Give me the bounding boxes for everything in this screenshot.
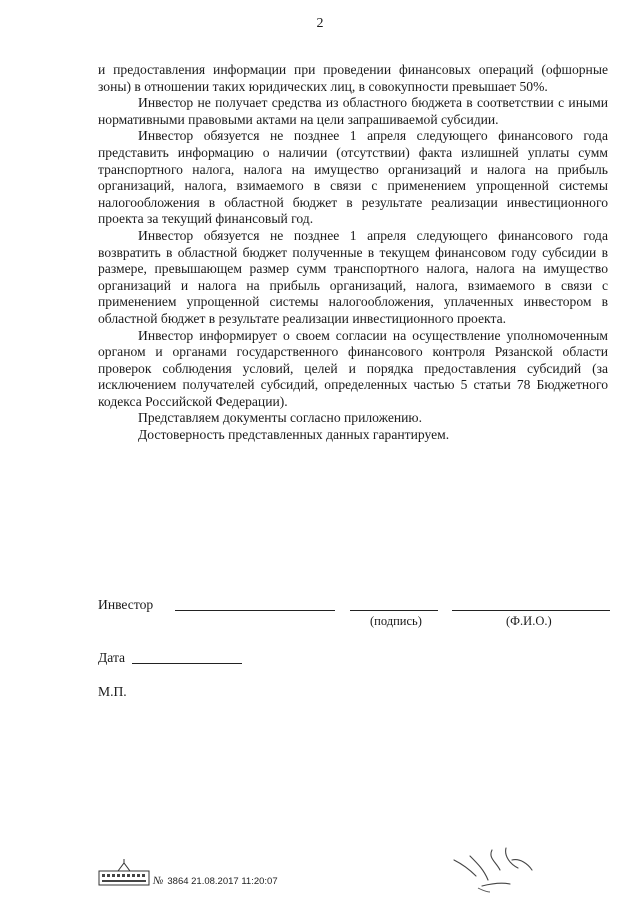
registration-number-mark: №: [153, 875, 164, 887]
paragraph-documents: Представляем документы согласно приложению.: [138, 410, 422, 426]
signature-caption: (подпись): [370, 614, 422, 628]
registration-stamp: [153, 873, 278, 891]
registration-text: 3864 21.08.2017 11:20:07: [167, 876, 278, 887]
signature-line: [350, 610, 438, 611]
paragraph-offshore: и предоставления информации при проведении финансовых операций (офшорные зоны) в отношении таких юридических лиц, в совокупности превышает 50%.: [98, 62, 608, 94]
paragraph-tax-information: Инвестор обязуется не позднее 1 апреля следующего финансового года представить информацию о наличии (отсутствии) факта излишней уплаты сумм транспортного налога, налога на имущество организаций и налога на прибыль организаций, налога, взимаемого в связи с применением упрощенной системы налогообложения в областной бюджет в результате реализации инвестиционного проекта за текущий финансовый год.: [98, 128, 608, 227]
body-text: [98, 62, 608, 444]
full-name-line: [452, 610, 610, 611]
registry-stamp-icon: [98, 858, 150, 886]
paragraph-no-budget-funds: Инвестор не получает средства из областного бюджета в соответствии с иными нормативными правовыми актами на цели запрашиваемой субсидии.: [98, 95, 608, 127]
page-number: 2: [316, 16, 324, 31]
paragraph-return-subsidy: Инвестор обязуется не позднее 1 апреля следующего финансового года возвратить в областной бюджет полученные в текущем финансовом году субсидии в размере, превышающем размер сумм транспортного налога, налога на имущество организаций и налога на прибыль организаций, налога, взимаемого в связи с применением упрощенной системы налогообложения, уплаченных инвестором в областной бюджет в результате реализации инвестиционного проекта.: [98, 227, 608, 326]
date-line: [132, 663, 242, 664]
investor-label: Инвестор: [98, 597, 154, 612]
investor-name-line: [175, 610, 335, 611]
handwritten-signature-icon: [448, 840, 538, 895]
paragraph-consent-audit: Инвестор информирует о своем согласии на осуществление уполномоченным органом и органами государственного финансового контроля Рязанской области проверок соблюдения условий, целей и порядка предоставления субсидий (за исключением получателей субсидий, определенных частью 5 статьи 78 Бюджетного кодекса Российской Федерации).: [98, 327, 608, 409]
paragraph-guarantee: Достоверность представленных данных гарантируем.: [138, 427, 450, 443]
full-name-caption: (Ф.И.О.): [506, 614, 552, 628]
date-label: Дата: [98, 650, 126, 665]
seal-label: М.П.: [98, 684, 127, 699]
